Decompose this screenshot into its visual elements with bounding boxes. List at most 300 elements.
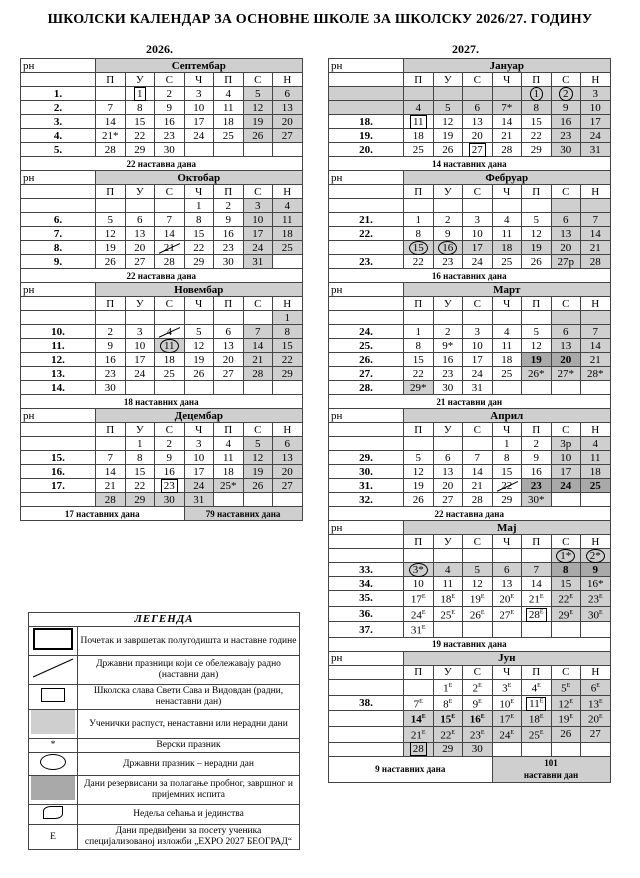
- day-cell: 21: [581, 353, 611, 367]
- legend-symbol: [29, 753, 78, 776]
- day-cell: рн: [21, 59, 96, 73]
- day-cell: [155, 311, 185, 325]
- day-cell: 23: [433, 255, 463, 269]
- day-cell: [581, 381, 611, 395]
- day-cell: 7: [522, 563, 552, 577]
- day-cell: 29: [125, 493, 155, 507]
- day-cell: [492, 549, 522, 563]
- day-cell: 17: [184, 465, 214, 479]
- day-cell: 1: [273, 311, 303, 325]
- day-cell: С: [463, 185, 493, 199]
- day-cell: рн: [21, 171, 96, 185]
- day-cell: 4: [214, 437, 244, 451]
- day-cell: 27р: [551, 255, 581, 269]
- day-cell: С: [463, 73, 493, 87]
- day-cell: 7: [581, 325, 611, 339]
- day-cell: [96, 311, 126, 325]
- day-cell: 23: [522, 479, 552, 493]
- day-cell: 24: [463, 255, 493, 269]
- day-cell: [329, 297, 404, 311]
- week-number: 2.: [21, 101, 96, 115]
- day-cell: 4: [155, 325, 185, 339]
- week-number: [329, 87, 404, 101]
- day-cell: П: [404, 665, 434, 679]
- day-cell: 23: [433, 367, 463, 381]
- month-september: [20, 58, 303, 171]
- week-number: [21, 311, 96, 325]
- day-cell: $20^Е$: [492, 591, 522, 607]
- day-cell: С: [155, 73, 185, 87]
- week-number: 15.: [21, 451, 96, 465]
- day-cell: [243, 311, 273, 325]
- day-cell: П: [214, 297, 244, 311]
- day-cell: $18^Е$: [433, 591, 463, 607]
- week-number: 33.: [329, 563, 404, 577]
- day-cell: 4: [581, 437, 611, 451]
- day-cell: 19: [404, 479, 434, 493]
- legend-symbol: [29, 685, 78, 710]
- day-cell: $15^Е$: [433, 711, 463, 727]
- day-cell: 3: [125, 325, 155, 339]
- day-cell: 26: [433, 143, 463, 157]
- day-cell: Н: [581, 423, 611, 437]
- day-cell: $13^Е$: [581, 695, 611, 711]
- day-cell: 28: [96, 143, 126, 157]
- day-cell: П: [96, 423, 126, 437]
- day-cell: [551, 742, 581, 756]
- day-cell: У: [433, 185, 463, 199]
- day-cell: рн: [329, 171, 404, 185]
- week-number: 7.: [21, 227, 96, 241]
- day-cell: 28: [463, 493, 493, 507]
- day-cell: 2*: [581, 549, 611, 563]
- day-cell: 14: [581, 227, 611, 241]
- day-cell: 9 наставних дана: [329, 756, 493, 782]
- day-cell: 14: [522, 577, 552, 591]
- week-number: 5.: [21, 143, 96, 157]
- week-number: [21, 493, 96, 507]
- day-cell: П: [404, 73, 434, 87]
- day-cell: 22: [125, 129, 155, 143]
- day-cell: 30: [155, 493, 185, 507]
- day-cell: П: [214, 423, 244, 437]
- day-cell: 21: [155, 241, 185, 255]
- day-cell: 22: [404, 367, 434, 381]
- day-cell: [522, 742, 552, 756]
- day-cell: 14: [581, 339, 611, 353]
- day-cell: 11: [214, 451, 244, 465]
- day-cell: [492, 742, 522, 756]
- day-cell: 13: [492, 577, 522, 591]
- day-cell: 10: [184, 451, 214, 465]
- day-cell: 8: [404, 339, 434, 353]
- day-cell: [329, 535, 404, 549]
- day-cell: 5: [522, 213, 552, 227]
- legend-thick-box-icon: [33, 628, 73, 650]
- day-cell: 30: [214, 255, 244, 269]
- day-cell: 27: [273, 479, 303, 493]
- day-cell: 25: [214, 129, 244, 143]
- day-cell: 10: [404, 577, 434, 591]
- day-cell: $17^Е$: [404, 591, 434, 607]
- day-cell: рн: [21, 409, 96, 423]
- day-cell: 13: [125, 227, 155, 241]
- day-cell: [433, 437, 463, 451]
- day-cell: [404, 679, 434, 695]
- day-cell: Ч: [492, 665, 522, 679]
- legend-gray-box-icon: [31, 710, 75, 734]
- day-cell: $22^Е$: [433, 726, 463, 742]
- day-cell: [404, 87, 434, 101]
- day-cell: 21: [463, 479, 493, 493]
- day-cell: 1: [184, 199, 214, 213]
- day-cell: 22: [273, 353, 303, 367]
- week-number: [329, 311, 404, 325]
- day-cell: 11: [273, 213, 303, 227]
- day-cell: 16: [551, 115, 581, 129]
- week-number: [329, 679, 404, 695]
- day-cell: С: [155, 185, 185, 199]
- day-cell: 8: [273, 325, 303, 339]
- day-cell: 26: [522, 255, 552, 269]
- day-cell: 2: [155, 437, 185, 451]
- day-cell: 8: [551, 563, 581, 577]
- legend-text: Недеља сећања и јединства: [78, 805, 300, 825]
- day-cell: [329, 665, 404, 679]
- day-cell: 10: [463, 227, 493, 241]
- day-cell: [522, 622, 552, 638]
- day-cell: П: [214, 185, 244, 199]
- day-cell: [522, 311, 552, 325]
- day-cell: С: [463, 423, 493, 437]
- day-cell: Јун: [404, 651, 611, 665]
- day-cell: 2: [433, 325, 463, 339]
- day-cell: $23^Е$: [463, 726, 493, 742]
- day-cell: [463, 199, 493, 213]
- day-cell: 2: [522, 437, 552, 451]
- day-cell: 9: [581, 563, 611, 577]
- day-cell: П: [404, 535, 434, 549]
- week-number: 18.: [329, 115, 404, 129]
- day-cell: [125, 199, 155, 213]
- day-cell: 11: [214, 101, 244, 115]
- day-cell: У: [433, 665, 463, 679]
- day-cell: 28: [492, 143, 522, 157]
- day-cell: Ч: [184, 73, 214, 87]
- day-cell: [404, 549, 434, 563]
- day-cell: 9: [155, 451, 185, 465]
- day-cell: [243, 143, 273, 157]
- day-cell: [214, 381, 244, 395]
- day-cell: 29: [492, 493, 522, 507]
- week-number: [329, 437, 404, 451]
- day-cell: 18: [155, 353, 185, 367]
- day-cell: С: [551, 73, 581, 87]
- day-cell: 28: [581, 255, 611, 269]
- day-cell: 1: [404, 325, 434, 339]
- day-cell: 3: [581, 87, 611, 101]
- day-cell: 27: [463, 143, 493, 157]
- day-cell: $25^Е$: [433, 606, 463, 622]
- day-cell: П: [522, 665, 552, 679]
- day-cell: 20: [273, 465, 303, 479]
- day-cell: [273, 143, 303, 157]
- day-cell: 3: [463, 325, 493, 339]
- day-cell: [463, 437, 493, 451]
- day-cell: 25*: [214, 479, 244, 493]
- day-cell: 5: [96, 213, 126, 227]
- day-cell: $9^Е$: [463, 695, 493, 711]
- day-cell: 22: [522, 129, 552, 143]
- day-cell: 23: [155, 129, 185, 143]
- day-cell: 10: [463, 339, 493, 353]
- day-cell: 5: [404, 451, 434, 465]
- day-cell: [581, 493, 611, 507]
- month-february: [328, 170, 611, 283]
- day-cell: Април: [404, 409, 611, 423]
- day-cell: $10^Е$: [492, 695, 522, 711]
- day-cell: У: [125, 185, 155, 199]
- day-cell: [522, 381, 552, 395]
- day-cell: 19: [96, 241, 126, 255]
- day-cell: П: [404, 423, 434, 437]
- week-number: 4.: [21, 129, 96, 143]
- day-cell: Децембар: [96, 409, 303, 423]
- day-cell: 17: [463, 241, 493, 255]
- week-number: [329, 742, 404, 756]
- day-cell: 18: [581, 465, 611, 479]
- day-cell: 28*: [581, 367, 611, 381]
- day-cell: 12: [522, 339, 552, 353]
- day-cell: Фебруар: [404, 171, 611, 185]
- day-cell: 30: [155, 143, 185, 157]
- day-cell: 6: [214, 325, 244, 339]
- legend-title: ЛЕГЕНДА: [29, 613, 300, 627]
- day-cell: 19 наставних дана: [329, 637, 611, 651]
- day-cell: 21: [243, 353, 273, 367]
- day-cell: [551, 199, 581, 213]
- day-cell: 9: [155, 101, 185, 115]
- day-cell: 5: [433, 101, 463, 115]
- day-cell: 16: [522, 465, 552, 479]
- day-cell: П: [96, 297, 126, 311]
- day-cell: 23: [214, 241, 244, 255]
- legend-text: Државни празник – нерадни дан: [78, 753, 300, 776]
- week-number: [21, 437, 96, 451]
- day-cell: [581, 311, 611, 325]
- day-cell: [184, 143, 214, 157]
- week-number: [21, 199, 96, 213]
- day-cell: 15: [125, 115, 155, 129]
- day-cell: С: [243, 423, 273, 437]
- day-cell: 14: [463, 465, 493, 479]
- day-cell: 31: [184, 493, 214, 507]
- day-cell: С: [243, 73, 273, 87]
- month-october: [20, 170, 303, 283]
- day-cell: 31: [581, 143, 611, 157]
- week-number: 37.: [329, 622, 404, 638]
- week-number: 26.: [329, 353, 404, 367]
- day-cell: [551, 311, 581, 325]
- day-cell: 18 наставних дана: [21, 395, 303, 409]
- day-cell: 25: [492, 367, 522, 381]
- day-cell: [273, 493, 303, 507]
- day-cell: $24^Е$: [492, 726, 522, 742]
- day-cell: 26: [243, 129, 273, 143]
- day-cell: С: [155, 423, 185, 437]
- day-cell: $17^Е$: [492, 711, 522, 727]
- day-cell: [184, 381, 214, 395]
- day-cell: 12: [243, 451, 273, 465]
- day-cell: 28: [404, 742, 434, 756]
- day-cell: 27: [214, 367, 244, 381]
- day-cell: 16: [433, 353, 463, 367]
- day-cell: Н: [581, 185, 611, 199]
- day-cell: П: [404, 185, 434, 199]
- day-cell: 3р: [551, 437, 581, 451]
- day-cell: 7: [96, 451, 126, 465]
- day-cell: 14: [96, 115, 126, 129]
- day-cell: 30: [463, 742, 493, 756]
- day-cell: Ч: [492, 73, 522, 87]
- day-cell: 10: [243, 213, 273, 227]
- day-cell: У: [433, 73, 463, 87]
- day-cell: 24: [551, 479, 581, 493]
- day-cell: Н: [273, 73, 303, 87]
- week-number: 21.: [329, 213, 404, 227]
- day-cell: Н: [581, 73, 611, 87]
- day-cell: 16: [155, 115, 185, 129]
- left-column: [20, 58, 303, 521]
- day-cell: $20^Е$: [581, 711, 611, 727]
- day-cell: 14 наставних дана: [329, 157, 611, 171]
- week-number: 3.: [21, 115, 96, 129]
- week-number: [329, 726, 404, 742]
- week-number: 16.: [21, 465, 96, 479]
- day-cell: 25: [581, 479, 611, 493]
- day-cell: $31^Е$: [404, 622, 434, 638]
- day-cell: 22: [125, 479, 155, 493]
- day-cell: Ч: [184, 185, 214, 199]
- day-cell: 11: [433, 577, 463, 591]
- legend-symbol: [29, 710, 78, 739]
- day-cell: 10: [581, 101, 611, 115]
- day-cell: 26: [404, 493, 434, 507]
- day-cell: 15: [273, 339, 303, 353]
- day-cell: 19: [243, 115, 273, 129]
- day-cell: [214, 311, 244, 325]
- day-cell: 24: [125, 367, 155, 381]
- day-cell: 18: [214, 465, 244, 479]
- day-cell: 29: [125, 143, 155, 157]
- week-number: 13.: [21, 367, 96, 381]
- day-cell: Новембар: [96, 283, 303, 297]
- day-cell: $26^Е$: [463, 606, 493, 622]
- day-cell: Н: [581, 665, 611, 679]
- day-cell: [581, 199, 611, 213]
- day-cell: [329, 73, 404, 87]
- day-cell: 22: [184, 241, 214, 255]
- day-cell: 18: [492, 353, 522, 367]
- day-cell: 19: [243, 465, 273, 479]
- day-cell: 3*: [404, 563, 434, 577]
- day-cell: 22 наставна дана: [329, 507, 611, 521]
- day-cell: [463, 549, 493, 563]
- day-cell: 5: [184, 325, 214, 339]
- year-right: 2027.: [452, 42, 479, 56]
- day-cell: $14^Е$: [404, 711, 434, 727]
- day-cell: 13: [433, 465, 463, 479]
- week-number: [329, 101, 404, 115]
- day-cell: 19: [184, 353, 214, 367]
- day-cell: 29: [273, 367, 303, 381]
- day-cell: 15: [522, 115, 552, 129]
- day-cell: 18: [404, 129, 434, 143]
- day-cell: $3^Е$: [492, 679, 522, 695]
- day-cell: 15: [184, 227, 214, 241]
- week-number: 6.: [21, 213, 96, 227]
- day-cell: 4: [492, 325, 522, 339]
- day-cell: [404, 311, 434, 325]
- week-number: 30.: [329, 465, 404, 479]
- day-cell: [155, 381, 185, 395]
- day-cell: 6: [551, 213, 581, 227]
- day-cell: 13: [551, 227, 581, 241]
- legend-text: Верски празник: [78, 739, 300, 753]
- day-cell: 15: [404, 353, 434, 367]
- week-number: 35.: [329, 591, 404, 607]
- day-cell: 26: [96, 255, 126, 269]
- legend-symbol: [29, 776, 78, 805]
- day-cell: 17: [184, 115, 214, 129]
- day-cell: $21^Е$: [404, 726, 434, 742]
- day-cell: Ч: [184, 423, 214, 437]
- day-cell: 21 наставни дан: [329, 395, 611, 409]
- day-cell: [243, 493, 273, 507]
- day-cell: П: [522, 185, 552, 199]
- day-cell: Мај: [404, 521, 611, 535]
- day-cell: Ч: [492, 423, 522, 437]
- day-cell: 7: [96, 101, 126, 115]
- day-cell: [21, 297, 96, 311]
- day-cell: $4^Е$: [522, 679, 552, 695]
- day-cell: 31: [243, 255, 273, 269]
- day-cell: 17: [463, 353, 493, 367]
- day-cell: 13: [273, 451, 303, 465]
- day-cell: 21*: [96, 129, 126, 143]
- week-number: [329, 549, 404, 563]
- day-cell: 28: [155, 255, 185, 269]
- day-cell: рн: [329, 521, 404, 535]
- day-cell: 30*: [522, 493, 552, 507]
- day-cell: 18: [492, 241, 522, 255]
- day-cell: Ч: [492, 185, 522, 199]
- day-cell: 30: [96, 381, 126, 395]
- day-cell: 28: [243, 367, 273, 381]
- legend-symbol: [29, 805, 78, 825]
- day-cell: 13: [273, 101, 303, 115]
- day-cell: 15: [551, 577, 581, 591]
- day-cell: [214, 143, 244, 157]
- day-cell: 4: [214, 87, 244, 101]
- week-number: 14.: [21, 381, 96, 395]
- week-number: 24.: [329, 325, 404, 339]
- day-cell: 15: [492, 465, 522, 479]
- week-number: 8.: [21, 241, 96, 255]
- day-cell: [522, 199, 552, 213]
- day-cell: 12: [433, 115, 463, 129]
- day-cell: 9*: [433, 339, 463, 353]
